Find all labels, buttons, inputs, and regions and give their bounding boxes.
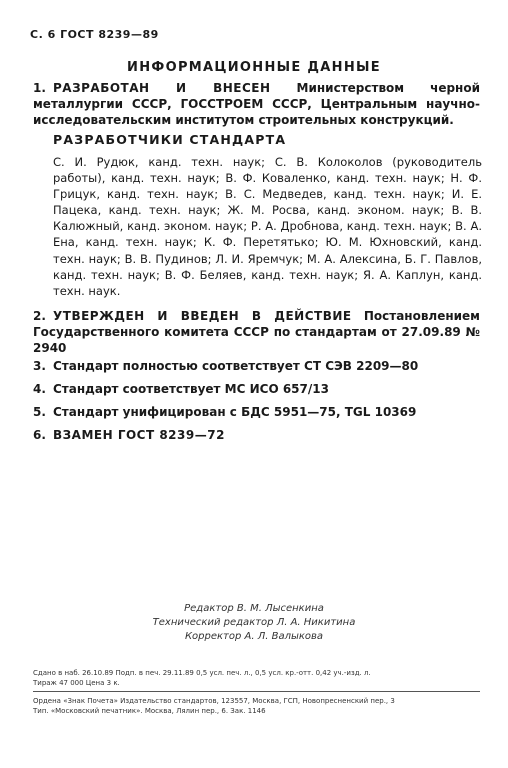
section-3-body: Стандарт полностью соответствует СТ СЭВ 2209—80: [53, 359, 419, 373]
tech-editor-line: Технический редактор Л. А. Никитина: [152, 617, 356, 628]
section-2: [33, 308, 480, 356]
section-2-heading: УТВЕРЖДЕН И ВВЕДЕН В ДЕЙСТВИЕ: [53, 309, 352, 323]
print-details-line-2: Тираж 47 000 Цена 3 к.: [33, 679, 120, 687]
section-4: [33, 381, 480, 397]
section-1: [33, 80, 480, 128]
section-6-number: 6.: [33, 428, 46, 442]
section-2-body: Постановлением Государственного комитета СССР по стандартам от 27.09.89 № 2940: [33, 309, 480, 355]
footer-divider: [33, 691, 480, 692]
section-5-number: 5.: [33, 405, 46, 419]
section-5-body: Стандарт унифицирован с БДС 5951—75, TGL 10369: [53, 405, 417, 419]
section-2-number: 2.: [33, 309, 46, 323]
section-4-number: 4.: [33, 382, 46, 396]
developers-title: РАЗРАБОТЧИКИ СТАНДАРТА: [53, 132, 287, 147]
corrector-line: Корректор А. Л. Валыкова: [184, 631, 324, 642]
section-3: [33, 358, 480, 374]
page-title: ИНФОРМАЦИОННЫЕ ДАННЫЕ: [127, 60, 381, 75]
printer-line: Тип. «Московский печатник». Москва, Лялин пер., 6. Зак. 1146: [33, 707, 266, 715]
imprint-block: [0, 602, 508, 644]
section-1-body: Министерством черной металлургии СССР, ГОССТРОЕМ СССР, Центральным научно-исследовательским институтом строительных конструкций.: [33, 81, 480, 127]
section-4-body: Стандарт соответствует МС ИСО 657/13: [53, 382, 329, 396]
editor-line: Редактор В. М. Лысенкина: [184, 603, 324, 614]
section-1-number: 1.: [33, 81, 46, 95]
print-details: [33, 668, 480, 688]
publisher-details: [33, 696, 480, 716]
publisher-line: Ордена «Знак Почета» Издательство стандартов, 123557, Москва, ГСП, Новопресненский пер., 3: [33, 697, 395, 705]
section-3-number: 3.: [33, 359, 46, 373]
page-header: С. 6 ГОСТ 8239—89: [30, 28, 159, 41]
developers-list: С. И. Рудюк, канд. техн. наук; С. В. Колоколов (руководитель работы), канд. техн. наук; В. Ф. Коваленко, канд. техн. наук; Н. Ф. Грицук, канд. техн. наук; В. С. Медведев, канд. техн. наук; И. Е. Пацека, канд. техн. наук; Ж. М. Росва, канд. эконом. наук; В. В. Калюжный, канд. эконом. наук; Р. А. Дробнова, канд. техн. наук; В. А. Ена, канд. техн. наук; К. Ф. Перетятько; Ю. М. Юхновский, канд. техн. наук; В. В. Пудинов; Л. И. Яремчук; М. А. Алексина, Б. Г. Павлов, канд. техн. наук; В. Ф. Беляев, канд. техн. наук; Я. А. Каплун, канд. техн. наук.: [53, 155, 482, 298]
print-details-line-1: Сдано в наб. 26.10.89 Подп. в печ. 29.11.89 0,5 усл. печ. л., 0,5 усл. кр.-отт. 0,42 уч.-изд. л.: [33, 669, 371, 677]
section-6-heading: ВЗАМЕН ГОСТ 8239—72: [53, 428, 225, 442]
section-1-heading: РАЗРАБОТАН И ВНЕСЕН: [53, 81, 271, 95]
section-5: [33, 404, 480, 420]
section-6: [33, 427, 480, 443]
